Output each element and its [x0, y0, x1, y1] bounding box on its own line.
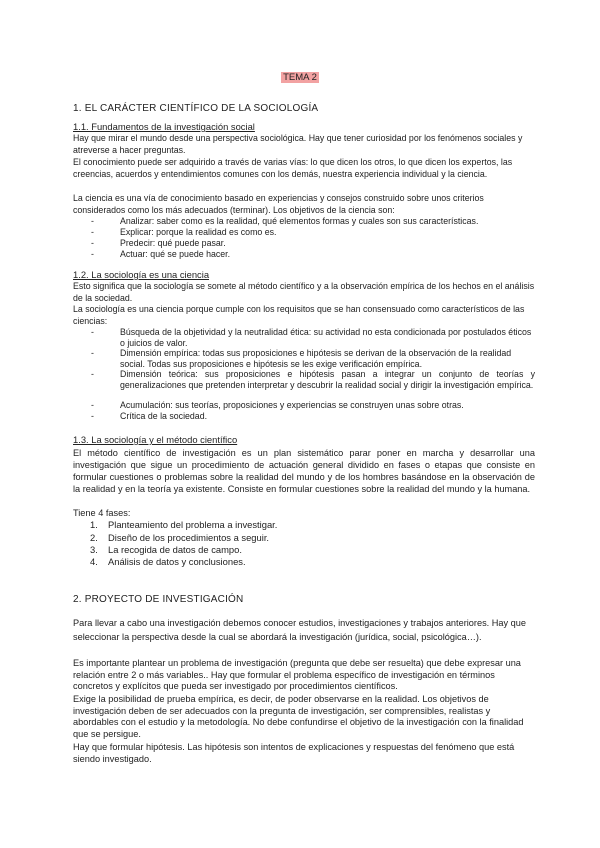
list-item: - Acumulación: sus teorías, proposiciones y experiencias se construyen unas sobre otras. — [91, 400, 464, 410]
paragraph: La sociología es una ciencia porque cumple con los requisitos que se han consensuado como característicos de las ciencias: — [73, 304, 525, 326]
paragraph: Exige la posibilidad de prueba empírica, es decir, de poder observarse en la realidad. Los objetivos de investigación deben de ser adecuados con la pregunta de investigación, ser comprensibles, realistas y abordables con el estudio y la metodología. No debe confundirse el objetivo de la investigación con la finalidad que se persigue. — [73, 694, 524, 739]
paragraph: Esto significa que la sociología se somete al método científico y a la observación empírica de los hechos en el análisis de la sociedad. — [73, 281, 535, 303]
list-item: - Crítica de la sociedad. — [91, 411, 208, 421]
subsection-1-3-heading: 1.3. La sociología y el método científico — [73, 434, 238, 445]
list-item: - Actuar: qué se puede hacer. — [91, 249, 231, 259]
list-number: 2. — [90, 532, 98, 543]
list-item: 3. La recogida de datos de campo. — [90, 544, 242, 555]
subsection-1-2-heading: 1.2. La sociología es una ciencia — [73, 269, 210, 280]
list-item: - Explicar: porque la realidad es como es. — [91, 227, 277, 237]
list-item: - Dimensión teórica: sus proposiciones e hipótesis pasan a integrar un conjunto de teorías y generalizaciones que pretenden interpretar y descubrir la realidad social y dirigir la investigación empírica. — [91, 369, 535, 390]
list-item: - Búsqueda de la objetividad y la neutralidad ética: su actividad no esta condicionada por postulados éticos o juicios de valor. — [91, 327, 532, 348]
subsection-1-1-heading: 1.1. Fundamentos de la investigación social — [73, 121, 255, 132]
paragraph: El método científico de investigación es un plan sistemático parar poner en marcha y desarrollar una investigación que sigue un procedimiento de actuación general dividido en fases o etapas que consiste en formular cuestiones o problemas sobre la realidad del mundo y de los hombres basándose en la observación de la realidad y en la teoría ya existente. Consiste en formular cuestiones sobre la realidad del mundo y la humana. — [73, 448, 535, 494]
list-number: 3. — [90, 544, 98, 555]
phases-label: Tiene 4 fases: — [73, 508, 131, 518]
paragraph: Es importante plantear un problema de investigación (pregunta que debe ser resuelta) que debe expresar una relación entre 2 o más variables.. Hay que formular el problema específico de investigación en términos concretos y explícitos que pueda ser investigado por procedimientos científicos. — [73, 658, 521, 692]
paragraph: El conocimiento puede ser adquirido a través de varias vías: lo que dicen los otros, lo que dicen los expertos, las creencias, acuerdos y entendimientos comunes con los demás, nuestra experiencia individual y la ciencia. — [73, 157, 513, 179]
list-item: 4. Análisis de datos y conclusiones. — [90, 556, 246, 567]
list-item: 1. Planteamiento del problema a investigar. — [90, 519, 278, 530]
list-item: - Analizar: saber como es la realidad, qué elementos formas y cuales son sus características. — [91, 216, 479, 226]
list-item: 2. Diseño de los procedimientos a seguir. — [90, 532, 270, 543]
list-number: 1. — [90, 519, 98, 530]
document-title: TEMA 2 — [283, 72, 317, 83]
bullet-marker: - — [91, 216, 94, 226]
paragraph: Hay que formular hipótesis. Las hipótesis son intentos de explicaciones y respuestas del fenómeno que está siendo investigado. — [73, 742, 515, 764]
list-number: 4. — [90, 556, 98, 567]
bullet-marker: - — [91, 348, 94, 358]
bullet-marker: - — [91, 227, 94, 237]
section-1-heading: 1. EL CARÁCTER CIENTÍFICO DE LA SOCIOLOGÍA — [73, 103, 319, 114]
bullet-marker: - — [91, 369, 94, 379]
bullet-marker: - — [91, 238, 94, 248]
paragraph: Hay que mirar el mundo desde una perspectiva sociológica. Hay que tener curiosidad por los fenómenos sociales y atreverse a hacer preguntas. — [73, 133, 523, 155]
list-item: - Dimensión empírica: todas sus proposiciones e hipótesis se derivan de la observación de la realidad social. Todas sus proposiciones e hipótesis se les exige verificación empírica. — [91, 348, 512, 369]
bullet-marker: - — [91, 411, 94, 421]
bullet-marker: - — [91, 249, 94, 259]
bullet-marker: - — [91, 400, 94, 410]
section-2-heading: 2. PROYECTO DE INVESTIGACIÓN — [73, 594, 244, 605]
bullet-marker: - — [91, 327, 94, 337]
paragraph: Para llevar a cabo una investigación debemos conocer estudios, investigaciones y trabajos anteriores. Hay que seleccionar la perspectiva desde la cual se abordará la investigación (jurídica, social, psicológica…). — [73, 618, 527, 642]
paragraph: La ciencia es una vía de conocimiento basado en experiencias y consejos construido sobre unos criterios considerados como los más adecuados (terminar). Los objetivos de la ciencia son: — [73, 193, 484, 215]
list-item: - Predecir: qué puede pasar. — [91, 238, 226, 248]
